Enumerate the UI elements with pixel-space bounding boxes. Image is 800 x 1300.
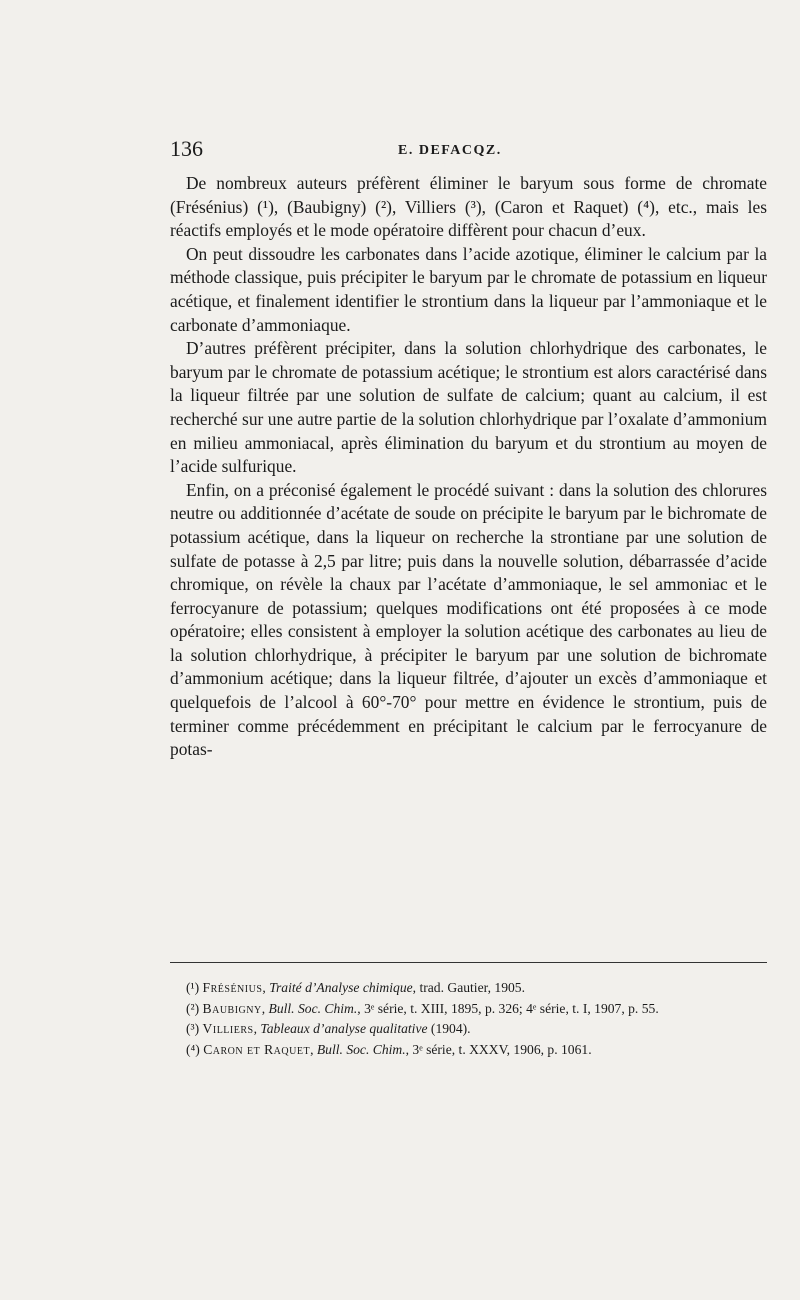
footnote-rule	[170, 962, 767, 963]
footnote-author: Frésénius	[202, 980, 263, 995]
footnotes	[170, 978, 767, 1060]
footnote-details: , 3ᵉ série, t. XXXV, 1906, p. 1061.	[405, 1041, 592, 1057]
body-text	[170, 172, 767, 762]
footnote	[170, 978, 767, 999]
footnote-title: Bull. Soc. Chim.	[268, 1000, 358, 1016]
footnote-author: Caron et Raquet	[203, 1041, 311, 1057]
footnote-mark: (³)	[186, 1021, 200, 1036]
footnote-separator: ,	[261, 1000, 269, 1016]
footnote-details: , 3ᵉ série, t. XIII, 1895, p. 326; 4ᵉ série, t. I, 1907, p. 55.	[357, 1000, 659, 1016]
footnote-separator: ,	[262, 980, 270, 995]
footnote-details: (1904).	[427, 1021, 471, 1036]
paragraph: De nombreux auteurs préfèrent éliminer le baryum sous forme de chromate (Frésénius) (¹), (Baubigny) (²), Villiers (³), (Caron et Raquet) (⁴), etc., mais les réactifs employés et le mode opératoire diffèrent pour chacun d’eux.	[170, 173, 767, 241]
footnote-author: Villiers	[202, 1021, 254, 1036]
footnote-title: Bull. Soc. Chim.	[316, 1041, 406, 1057]
footnote-title: Tableaux d’analyse qualitative	[260, 1021, 428, 1036]
footnote	[170, 1040, 767, 1061]
paragraph: D’autres préfèrent précipiter, dans la solution chlorhydrique des carbonates, le baryum par le chromate de potassium acétique; le strontium est alors caractérisé dans la liqueur filtrée par une solution de sulfate de calcium; quant au calcium, il est recherché sur une autre partie de la solution chlorhydrique par l’oxalate d’ammonium en milieu ammoniacal, après élimination du baryum et du strontium au moyen de l’acide sulfurique.	[170, 338, 767, 477]
footnote-details: , trad. Gautier, 1905.	[412, 980, 525, 995]
footnote-mark: (¹)	[186, 980, 200, 995]
running-head: E. DEFACQZ.	[398, 143, 502, 158]
paragraph: On peut dissoudre les carbonates dans l’acide azotique, éliminer le calcium par la méthode classique, puis précipiter le baryum par le chromate de potassium en liqueur acétique, et finalement identifier le strontium dans la liqueur par l’ammoniaque et le carbonate d’ammoniaque.	[170, 243, 767, 335]
paragraph: Enfin, on a préconisé également le procédé suivant : dans la solution des chlorures neutre ou additionnée d’acétate de soude on précipite le baryum par le bichromate de potassium acétique, dans la liqueur on recherche la strontiane par une solution de sulfate de potasse à 2,5 par litre; puis dans la nouvelle solution, débarrassée d’acide chromique, on révèle la chaux par l’acétate d’ammoniaque, le sel ammoniac et le ferrocyanure de potassium; quelques modifications ont été proposées à ce mode opératoire; elles consistent à employer la solution acétique des carbonates au lieu de la solution chlorhydrique, à précipiter le baryum par une solution de bichromate d’ammonium acétique; dans la liqueur filtrée, d’ajouter un excès d’ammoniaque et quelquefois de l’alcool à 60°-70° pour mettre en évidence le strontium, puis de terminer comme précédemment en précipitant le calcium par le ferrocyanure de potas-	[170, 479, 767, 760]
footnote	[170, 999, 767, 1020]
footnote-author: Baubigny	[202, 1000, 262, 1016]
page-header	[170, 136, 770, 166]
footnote-separator: ,	[310, 1041, 317, 1057]
page-number: 136	[170, 136, 203, 161]
footnote-mark: (⁴)	[186, 1041, 200, 1057]
footnote-title: Traité d’Analyse chimique	[269, 980, 413, 995]
footnote-separator: ,	[253, 1021, 261, 1036]
footnote-mark: (²)	[186, 1000, 200, 1016]
footnote	[170, 1019, 767, 1040]
